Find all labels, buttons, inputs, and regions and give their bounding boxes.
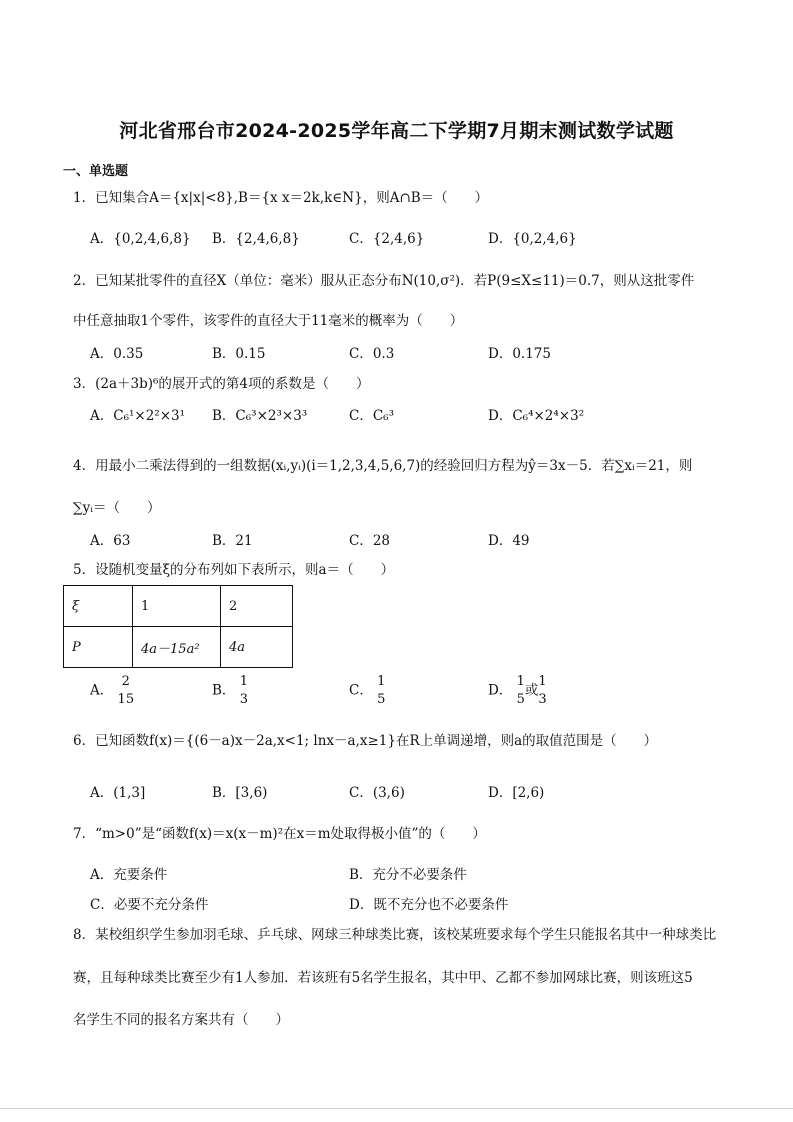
- fraction: [240, 673, 248, 709]
- section-heading: 一、单选题: [63, 164, 129, 179]
- q4-option-d: D．49: [488, 533, 530, 549]
- page-title: 河北省邢台市2024-2025学年高二下学期7月期末测试数学试题: [119, 120, 674, 142]
- q3-option-b: B．C₆³×2³×3³: [212, 408, 308, 424]
- q7-option-a: A．充要条件: [90, 867, 168, 883]
- q6-option-c: C．(3,6): [349, 785, 405, 801]
- q2-option-d: D．0.175: [488, 346, 551, 362]
- table-cell: 1: [133, 586, 221, 627]
- denominator: 3: [239, 692, 248, 707]
- question-4-line2: ∑yᵢ＝（ ）: [73, 500, 161, 516]
- option-label: B．: [212, 682, 236, 699]
- question-8-line3: 名学生不同的报名方案共有（ ）: [73, 1012, 289, 1028]
- option-label: A．: [90, 682, 114, 699]
- table-cell: P: [64, 627, 133, 668]
- q2-option-c: C．0.3: [349, 346, 395, 362]
- q7-option-b: B．充分不必要条件: [349, 867, 467, 883]
- fraction: [377, 673, 385, 709]
- q7-option-d: D．既不充分也不必要条件: [349, 897, 509, 913]
- option-label: C．: [349, 682, 373, 699]
- fraction: [538, 673, 546, 709]
- numerator: 2: [121, 674, 130, 689]
- q7-option-c: C．必要不充分条件: [90, 897, 209, 913]
- question-4-line1: 4．用最小二乘法得到的一组数据(xᵢ,yᵢ)(i＝1,2,3,4,5,6,7)的经验回归方程为ŷ＝3x－5．若∑xᵢ＝21，则: [73, 458, 693, 474]
- question-6: 6．已知函数f(x)＝{(6－a)x－2a,x<1; lnx－a,x≥1}在R上单调递增，则a的取值范围是（ ）: [73, 733, 658, 749]
- or-text: 或: [524, 682, 539, 699]
- q5-option-d: [488, 673, 547, 709]
- numerator: 1: [516, 674, 525, 689]
- q6-option-a: A．(1,3]: [90, 785, 146, 801]
- q1-option-c: C．{2,4,6}: [349, 231, 425, 247]
- table-cell: 4a: [221, 627, 293, 668]
- question-2-line2: 中任意抽取1个零件，该零件的直径大于11毫米的概率为（ ）: [73, 313, 464, 329]
- denominator: 5: [377, 692, 386, 707]
- fraction: [118, 673, 135, 709]
- q3-option-c: C．C₆³: [349, 408, 394, 424]
- q1-option-a: A．{0,2,4,6,8}: [90, 231, 191, 247]
- numerator: 1: [538, 674, 547, 689]
- q6-option-b: B．[3,6): [212, 785, 268, 801]
- table-cell: ξ: [64, 586, 133, 627]
- question-7: 7．“m>0”是“函数f(x)＝x(x－m)²在x＝m处取得极小值”的（ ）: [73, 826, 486, 842]
- table-row: [64, 627, 293, 668]
- question-8-line1: 8．某校组织学生参加羽毛球、乒乓球、网球三种球类比赛，该校某班要求每个学生只能报名其中一种球类比: [73, 927, 717, 943]
- question-1: 1．已知集合A＝{x|x|<8},B＝{x x＝2k,k∈N}，则A∩B＝（ ）: [73, 190, 489, 206]
- numerator: 1: [239, 674, 248, 689]
- q4-option-b: B．21: [212, 533, 253, 549]
- q2-option-b: B．0.15: [212, 346, 266, 362]
- q2-option-a: A．0.35: [90, 346, 144, 362]
- page-bottom-rule: [0, 1108, 793, 1109]
- table-row: [64, 586, 293, 627]
- q4-option-c: C．28: [349, 533, 391, 549]
- q5-option-b: [212, 673, 248, 709]
- distribution-table: [63, 585, 293, 668]
- question-3: 3．(2a＋3b)⁶的展开式的第4项的系数是（ ）: [73, 376, 370, 392]
- question-8-line2: 赛，且每种球类比赛至少有1人参加．若该班有5名学生报名，其中甲、乙都不参加网球比赛，则该班这5: [73, 970, 693, 986]
- q1-option-b: B．{2,4,6,8}: [212, 231, 300, 247]
- q6-option-d: D．[2,6): [488, 785, 545, 801]
- table-cell: 2: [221, 586, 293, 627]
- q1-option-d: D．{0,2,4,6}: [488, 231, 577, 247]
- denominator: 15: [117, 692, 135, 707]
- denominator: 3: [538, 692, 547, 707]
- question-5: 5．设随机变量ξ的分布列如下表所示，则a＝（ ）: [73, 562, 395, 578]
- q5-option-c: [349, 673, 385, 709]
- table-cell: 4a－15a²: [133, 627, 221, 668]
- question-2-line1: 2．已知某批零件的直径X（单位：毫米）服从正态分布N(10,σ²)．若P(9≤X≤11)＝0.7，则从这批零件: [73, 273, 695, 289]
- numerator: 1: [377, 674, 386, 689]
- q3-option-a: A．C₆¹×2²×3¹: [90, 408, 186, 424]
- fraction: [517, 673, 525, 709]
- q4-option-a: A．63: [90, 533, 131, 549]
- q3-option-d: D．C₆⁴×2⁴×3²: [488, 408, 585, 424]
- denominator: 5: [516, 692, 525, 707]
- q5-option-a: [90, 673, 134, 709]
- option-label: D．: [488, 682, 513, 699]
